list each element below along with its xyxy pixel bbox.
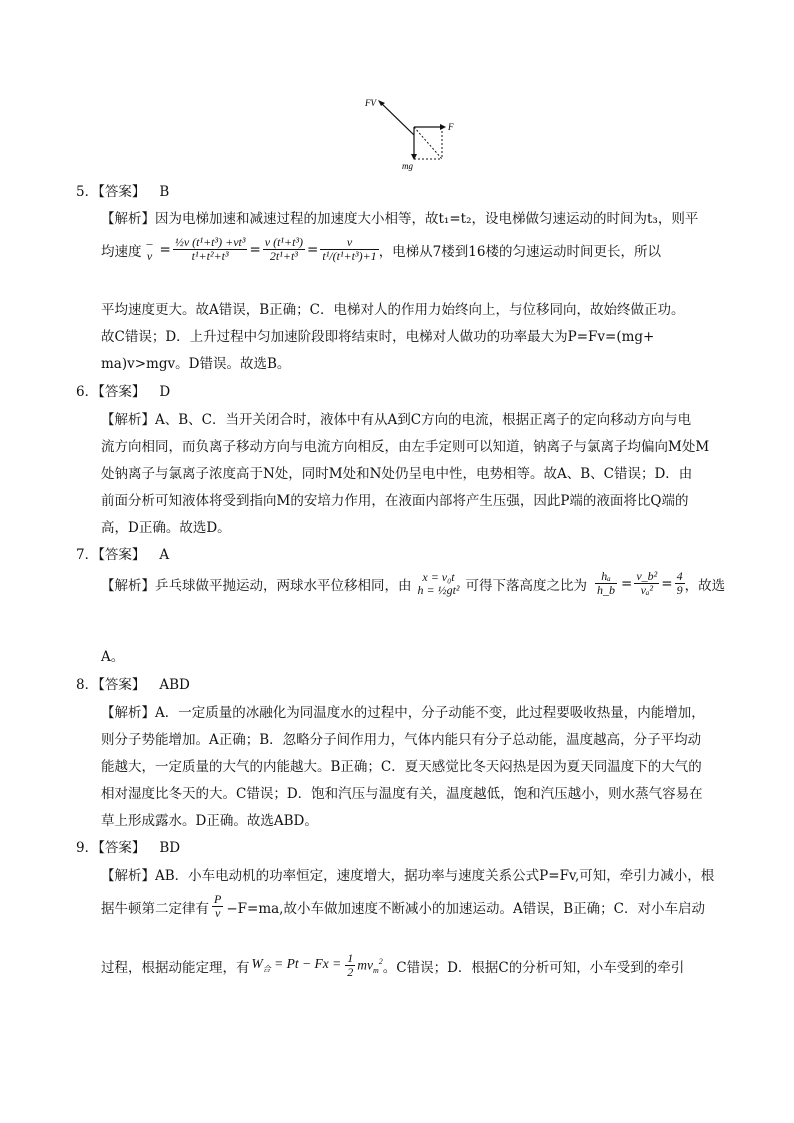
q9-line-2-prefix: 据牛顿第二定律有 xyxy=(101,900,209,917)
q9-work-formula: $W_合 = Pt - Fx$ = xyxy=(251,956,342,975)
q6-answer: D xyxy=(159,384,171,400)
q5-fraction-1: $\frac{\text{½v (t¹+t³) +vt³}}{\text{t¹+t²+t³}}$ xyxy=(174,235,246,264)
q8-line-5: 草上形成露水。D正确。故选ABD。 xyxy=(101,813,318,829)
q7-ratio-ha-hb: $\frac{\text{hₐ}}{h\_b}$ xyxy=(597,569,616,598)
fv-force-arrow xyxy=(380,102,414,135)
q9-line-3 xyxy=(101,952,684,979)
q5-line-4: 故C错误；D．上升过程中匀加速阶段即将结束时，电梯对人做功的功率最大为P=Fv=(mg+ xyxy=(101,329,655,345)
q9-line-3-suffix: 。C错误；D．根据C的分析可知，小车受到的牵引 xyxy=(382,959,685,976)
q5-line-2-suffix: ，电梯从7楼到16楼的匀速运动时间更长，所以 xyxy=(378,243,661,260)
q9-kinetic-term: $mv_m^2$ xyxy=(357,956,383,975)
q8-line-2: 则分子势能增加。A正确；B．忽略分子间作用力，气体内能只有分子总动能，温度越高，分子平均动 xyxy=(101,732,702,748)
q7-line-2: A。 xyxy=(101,649,125,665)
q8-answer: ABD xyxy=(159,677,190,693)
q6-line-5: 高，D正确。故选D。 xyxy=(101,520,231,536)
q8-line-3: 能越大，一定质量的大气的内能越大。B正确；C．夏天感觉比冬天闷热是因为夏天同温度下的大气的 xyxy=(101,759,702,775)
q7-line-1-mid: 可得下落高度之比为 xyxy=(465,577,588,594)
f-label: F xyxy=(448,122,454,132)
q6-line-1: 【解析】A、B、C．当开关闭合时，液体中有从A到C方向的电流，根据正离子的定向移动方向与电 xyxy=(101,412,692,428)
dashed-diagonal xyxy=(414,127,442,159)
q7-line-1-prefix: 【解析】乒乓球做平抛运动，两球水平位移相同，由 xyxy=(101,577,412,594)
q6-line-4: 前面分析可知液体将受到指向M的安培力作用，在液面内部将产生压强，因此P端的液面将比Q端的 xyxy=(101,493,689,509)
q8-line-4: 相对湿度比冬天的大。C错误；D．饱和汽压与温度有关，温度越低，饱和汽压越小，则水蒸气容易在 xyxy=(101,786,703,802)
q9-p-over-v: $\frac{P}{v}$ xyxy=(214,892,222,921)
q9-line-2-suffix: −F=ma,故小车做加速度不断减小的加速运动。A错误，B正确；C．对小车启动 xyxy=(226,900,705,917)
fv-label: FV xyxy=(365,98,376,108)
q7-equations: x = v₀t h = ½gt² xyxy=(417,569,460,597)
q7-line-1-suffix: ，故选 xyxy=(684,577,726,594)
q7-line-1: 【解析】乒乓球做平抛运动，两球水平位移相同，由 x = v₀t h = ½gt² 可得下落高度之比为 $\frac{\text{hₐ}}{h\_b}$ = $\frac{\text{v\_b²}}{\text{vₐ²}}$ = $\frac{4}{9}$ ，故选 xyxy=(101,569,726,598)
q8-header: 8．【答案】 ABD xyxy=(76,677,190,693)
q5-line-3: 平均速度更大。故A错误，B正确；C．电梯对人的作用力始终向上，与位移同向，故始终做正功。 xyxy=(101,302,685,318)
q9-line-1: 【解析】AB．小车电动机的功率恒定，速度增大，据功率与速度关系公式P=Fv,可知，牵引力减小，根 xyxy=(101,868,715,884)
f-arrowhead xyxy=(440,124,446,130)
q5-line-2-prefix: 均速度 xyxy=(101,243,142,260)
q9-line-2 xyxy=(101,893,705,920)
q6-line-2: 流方向相同，而负离子移动方向与电流方向相反，由左手定则可以知道，钠离子与氯离子均偏向M处M xyxy=(101,439,710,455)
q5-fraction-2: $\frac{\text{v (t¹+t³)}}{\text{2t¹+t³}}$ xyxy=(264,235,304,264)
q5-fraction-3: $\frac{v}{\text{t¹/(t¹+t³)+1}}$ xyxy=(322,235,377,264)
q5-answer: B xyxy=(159,184,170,200)
q9-line-3-prefix: 过程，根据动能定理，有 xyxy=(101,959,250,976)
q7-ratio-value: $\frac{4}{9}$ xyxy=(676,569,683,598)
q5-average-velocity-formula: – v xyxy=(146,235,153,263)
q5-header: 5．【答案】 B xyxy=(76,184,170,200)
q6-line-3: 处钠离子与氯离子浓度高于N处，同时M处和N处仍呈电中性，电势相等。故A、B、C错误；D．由 xyxy=(101,466,693,482)
q9-half-fraction: $\frac{1}{2}$ xyxy=(347,951,354,980)
q5-line-1: 【解析】因为电梯加速和减速过程的加速度大小相等，故t₁=t₂，设电梯做匀速运动的时间为t₃，则平 xyxy=(101,211,699,227)
q7-answer: A xyxy=(159,547,170,563)
q8-line-1: 【解析】A．一定质量的冰融化为同温度水的过程中，分子动能不变，此过程要吸收热量，内能增加， xyxy=(101,705,705,721)
q5-line-2: 均速度 – v = $\frac{\text{½v (t¹+t³) +vt³}}{\text{t¹+t²+t³}}$ = $\frac{\text{v (t¹+t³)}}{\text{2t¹+t³}}$ = $\frac{v}{\text{t¹/(t¹+t³)+1}}$ ，电梯从7楼到16楼的匀速运动时间更长，所以 xyxy=(101,235,661,264)
force-diagram xyxy=(362,93,462,173)
mg-label: mg xyxy=(402,161,413,171)
q9-answer: BD xyxy=(159,840,181,856)
q7-ratio-velocity: $\frac{\text{v\_b²}}{\text{vₐ²}}$ xyxy=(636,569,658,598)
q6-header: 6．【答案】 D xyxy=(76,384,171,400)
q7-header: 7．【答案】 A xyxy=(76,547,170,563)
q9-header: 9．【答案】 BD xyxy=(76,840,181,856)
q5-line-5: ma)v>mgv。D错误。故选B。 xyxy=(101,356,291,372)
